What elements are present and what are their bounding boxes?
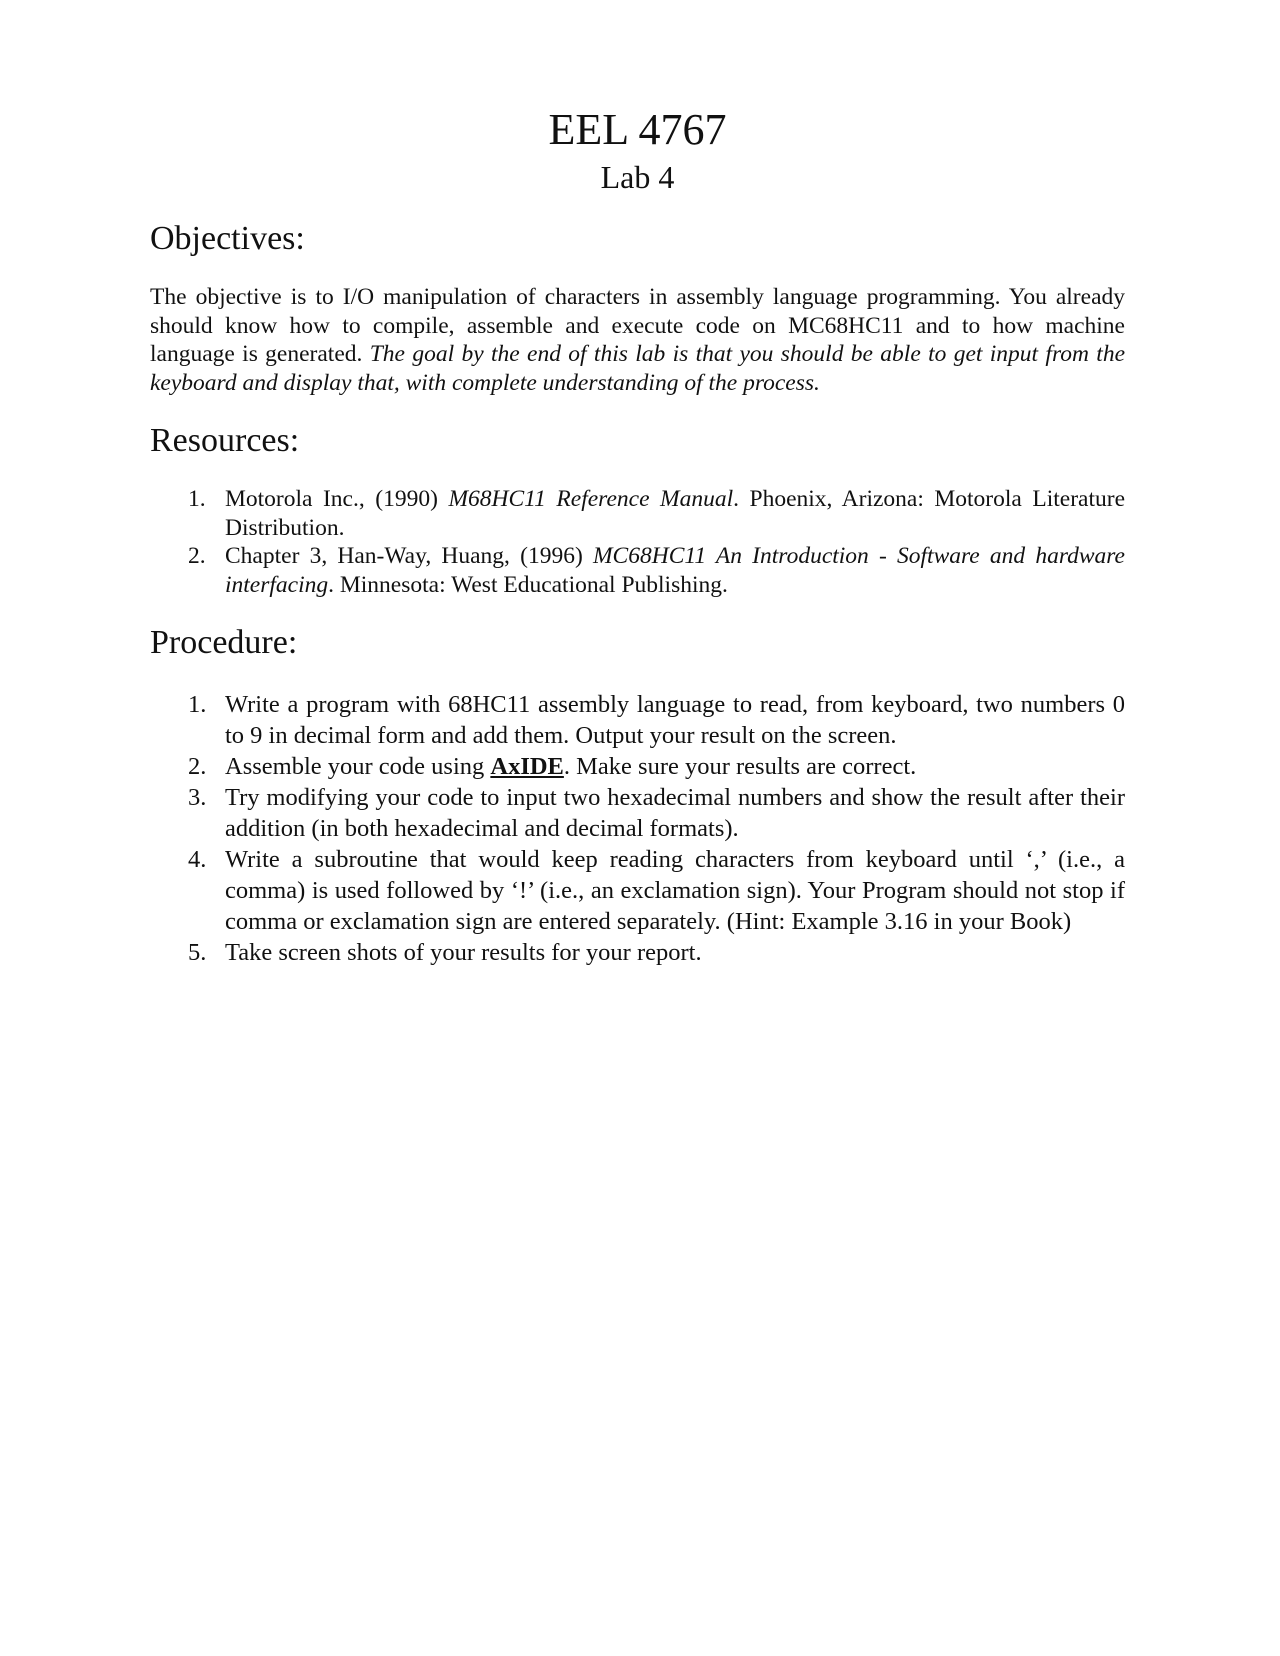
- list-item: 4. Write a subroutine that would keep reading characters from keyboard until ‘,’ (i.e., a comma) is used followed by ‘!’ (i.e., an exclamation sign). Your Program should not stop if comma or exclamation sign are entered separately. (Hint: Example 3.16 in your Book): [188, 846, 1125, 935]
- objectives-text: The objective is to I/O manipulation of characters in assembly language programming. You already should know how to compile, assemble and execute code on MC68HC11 and to how machine language is generated.: [150, 284, 1125, 367]
- course-title: EEL 4767: [548, 105, 727, 154]
- list-item: 5. Take screen shots of your results for your report.: [188, 939, 702, 966]
- procedure-list: [150, 689, 1125, 968]
- list-number: 4.: [188, 846, 207, 873]
- list-item: 2. Chapter 3, Han-Way, Huang, (1996) MC68HC11 An Introduction - Software and hardware interfacing. Minnesota: West Educational Publishing.: [188, 543, 1125, 598]
- reference-title: MC68HC11 An Introduction - Software and hardware interfacing: [225, 543, 1125, 598]
- objectives-paragraph: [150, 283, 1125, 397]
- objectives-goal-text: The goal by the end of this lab is that you should be able to get input from the keyboard and display that, with complete understanding of the process.: [150, 341, 1125, 396]
- list-number: 1.: [188, 486, 206, 512]
- list-number: 5.: [188, 939, 207, 966]
- lab-title: Lab 4: [600, 159, 675, 195]
- list-item: 3. Try modifying your code to input two hexadecimal numbers and show the result after their addition (in both hexadecimal and decimal formats).: [188, 784, 1125, 842]
- list-number: 2.: [188, 753, 207, 780]
- reference-title: M68HC11 Reference Manual: [448, 486, 734, 512]
- list-item: 2. Assemble your code using AxIDE. Make sure your results are correct.: [188, 753, 917, 780]
- resources-list: [150, 485, 1125, 599]
- resources-heading: Resources:: [150, 422, 300, 459]
- list-number: 2.: [188, 543, 206, 569]
- list-item: 1. Write a program with 68HC11 assembly language to read, from keyboard, two numbers 0 to 9 in decimal form and add them. Output your result on the screen.: [188, 691, 1125, 749]
- list-item: 1. Motorola Inc., (1990) M68HC11 Reference Manual. Phoenix, Arizona: Motorola Literature Distribution.: [188, 486, 1126, 541]
- procedure-heading: Procedure:: [150, 624, 298, 661]
- axide-link[interactable]: AxIDE: [490, 753, 564, 780]
- objectives-heading: Objectives:: [150, 220, 305, 257]
- list-number: 3.: [188, 784, 207, 811]
- list-number: 1.: [188, 691, 207, 718]
